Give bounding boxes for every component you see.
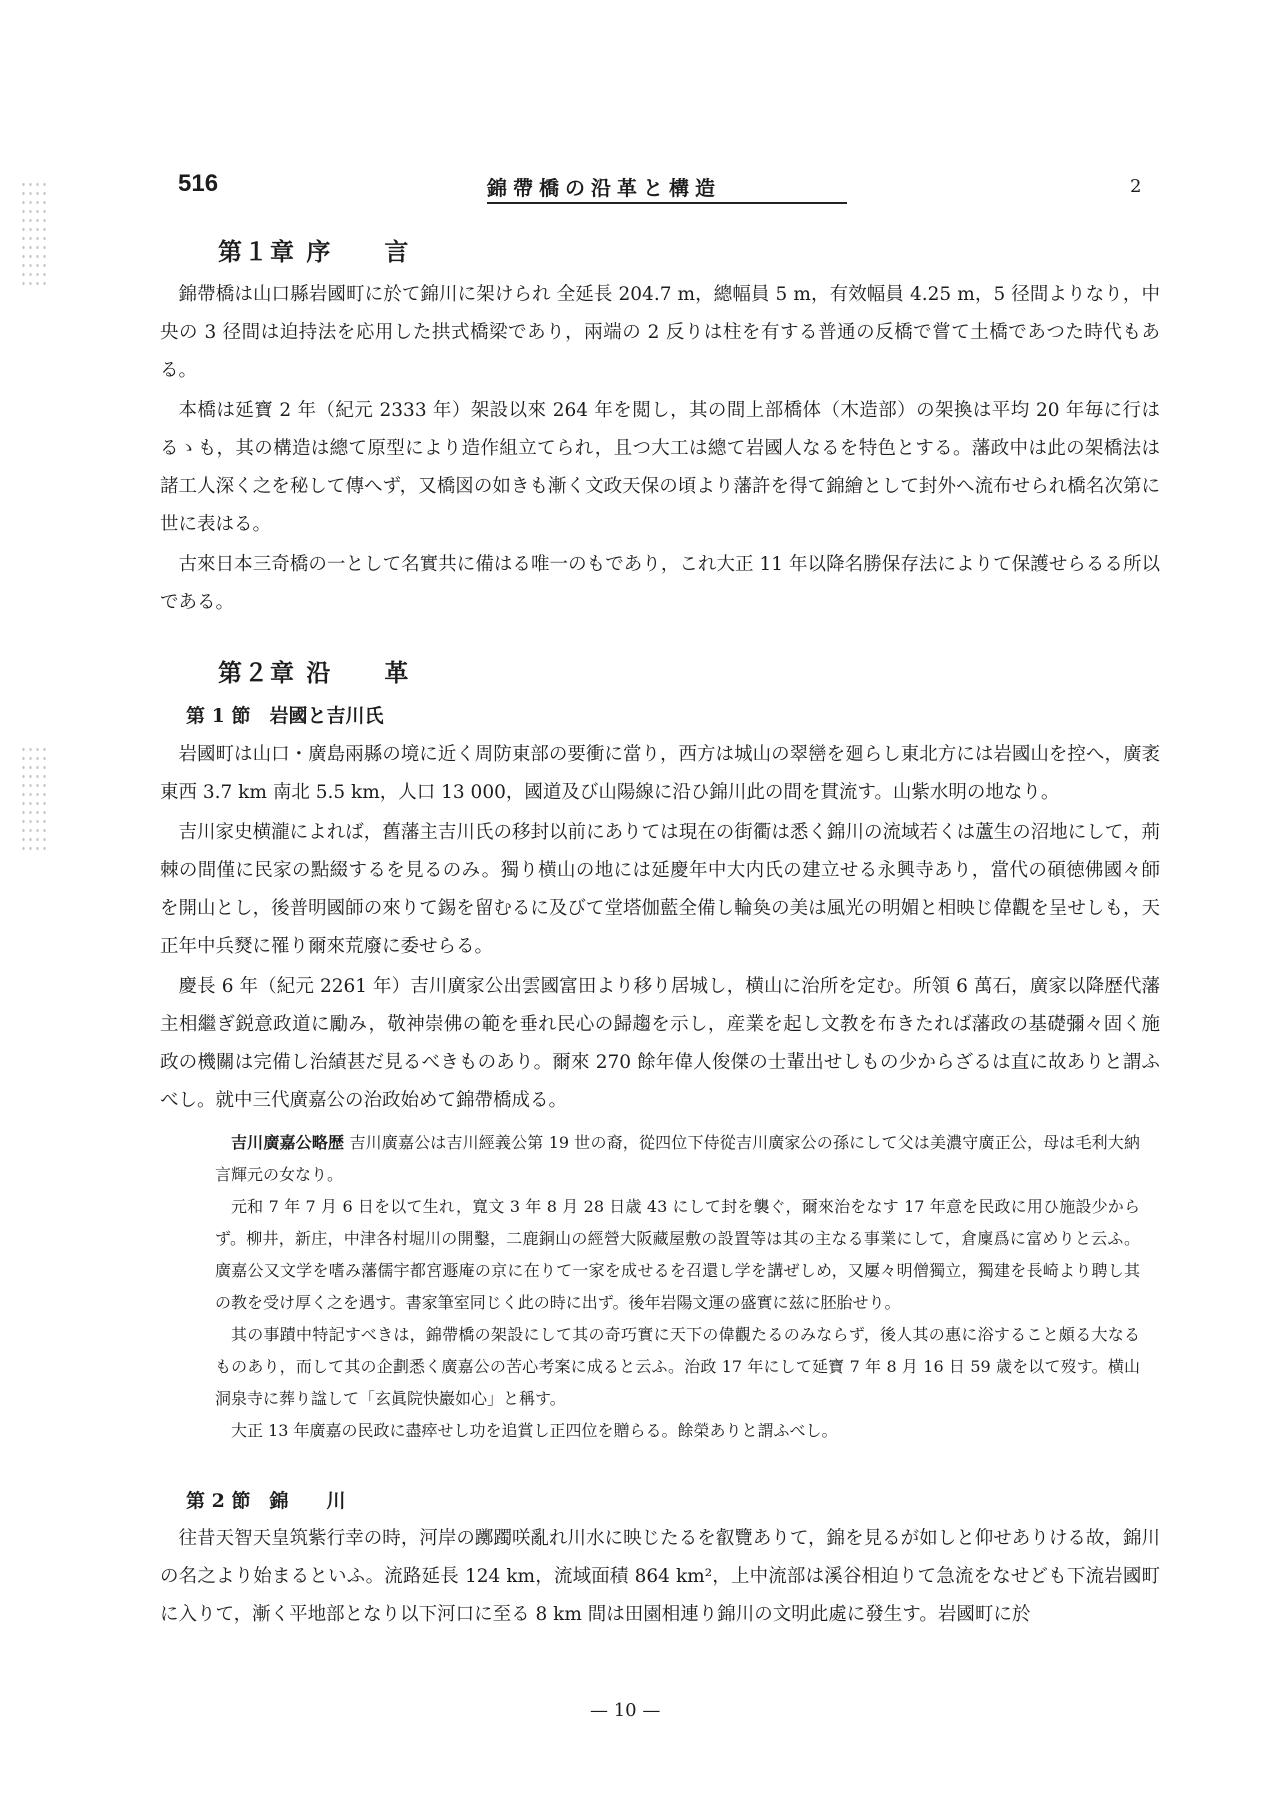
paragraph: 古來日本三奇橋の一として名實共に備はる唯一のもであり，これ大正 11 年以降名勝保存法によりて保護せらるる所以である。	[160, 554, 1160, 613]
paragraph: 本橋は延寶 2 年（紀元 2333 年）架設以來 264 年を閲し，其の間上部橋体（木造部）の架換は平均 20 年毎に行はるゝも，其の構造は總て原型により造作組立てられ，且つ大工は總て岩國人なるを特色とする。藩政中は此の架橋法は諸工人深く之を秘して傳へず，又橋図の如きも漸く文政天保の頃より藩許を得て錦繪として封外へ流布せられ橋名次第に世に表はる。	[160, 400, 1160, 535]
note-paragraph: 元和 7 年 7 月 6 日を以て生れ，寬文 3 年 8 月 28 日歳 43 にして封を襲ぐ，爾來治をなす 17 年意を民政に用ひ施設少からず。柳井，新庄，中津各村堀川の開鑿，二鹿銅山の經營大阪藏屋敷の設置等は其の主なる事業にして，倉廩爲に富めりと云ふ。廣嘉公又文学を嗜み藩儒宇都宮遯庵の京に在りて一家を成せるを召還し学を講ぜしめ，又屢々明僧獨立，獨建を長崎より聘し其の教を受け厚く之を遇す。書家筆室同じく此の時に出ず。後年岩陽文運の盛實に兹に胚胎せり。	[215, 1197, 1140, 1312]
page-number: 516	[178, 170, 219, 197]
chapter-1-title: 第１章 序 言	[218, 237, 411, 266]
paragraph: 慶長 6 年（紀元 2261 年）吉川廣家公出雲國富田より移り居城し，横山に治所を定む。所領 6 萬石，廣家以降歴代藩主相繼ぎ鋭意政道に勵み，敬神崇佛の範を垂れ民心の歸趨を示し，産業を起し文教を布きたれば藩政の基礎彌々固く施政の機關は完備し治績甚だ見るべきものあり。爾來 270 餘年偉人俊傑の士輩出せしもの少からざるは直に故ありと謂ふべし。就中三代廣嘉公の治政始めて錦帶橋成る。	[160, 976, 1160, 1111]
paragraph: 岩國町は山口・廣島兩縣の境に近く周防東部の要衝に當り，西方は城山の翠巒を廻らし東北方には岩國山を控へ，廣袤東西 3.7 km 南北 5.5 km，人口 13 000，國道及び山陽線に沿ひ錦川此の間を貫流す。山紫水明の地なり。	[160, 744, 1160, 803]
chapter-2-title: 第２章 沿 革	[218, 658, 411, 687]
section-1-body	[160, 736, 1160, 1120]
sheet-number: 2	[1130, 176, 1142, 197]
footer-page-label: — 10 —	[590, 1700, 661, 1721]
note-paragraph: 其の事蹟中特記すべきは，錦帶橋の架設にして其の奇巧實に天下の偉觀たるのみならず，後人其の惠に浴すること頗る大なるものあり，而して其の企劃悉く廣嘉公の苦心考案に成ると云ふ。治政 17 年にして延寶 7 年 8 月 16 日 59 歳を以て歿す。横山洞泉寺に葬り諡して「玄眞院快巖如心」と稱す。	[215, 1325, 1140, 1408]
section-1-title: 第 1 節 岩國と吉川氏	[186, 705, 384, 727]
note-paragraph: 大正 13 年廣嘉の民政に盡瘁せし功を追賞し正四位を贈らる。餘榮ありと謂ふべし。	[231, 1421, 838, 1440]
paragraph: 錦帶橋は山口縣岩國町に於て錦川に架けられ 全延長 204.7 m，總幅員 5 m，有效幅員 4.25 m，5 径間よりなり，中央の 3 径間は迫持法を応用した拱式橋梁であり，兩端の 2 反りは柱を有する普通の反橋で嘗て土橋であつた時代もある。	[160, 284, 1160, 381]
running-title: 錦帶橋の沿革と構造	[487, 176, 721, 200]
scan-margin-speckle	[20, 180, 50, 290]
paragraph: 吉川家史横瀧によれば，舊藩主吉川氏の移封以前にありては現在の街衢は悉く錦川の流域若くは蘆生の沼地にして，荊棘の間僅に民家の點綴するを見るのみ。獨り横山の地には延慶年中大内氏の建立せる永興寺あり，當代の碩徳佛國々師を開山とし，後普明國師の來りて錫を留むるに及びて堂塔伽藍全備し輪奐の美は風光の明媚と相映じ偉觀を呈せしも，天正年中兵燹に罹り爾來荒廢に委せらる。	[160, 822, 1160, 957]
section-2-body	[160, 1520, 1160, 1634]
biography-note	[215, 1127, 1140, 1447]
scan-margin-speckle	[20, 745, 50, 855]
paragraph: 往昔天智天皇筑紫行幸の時，河岸の躑躅咲亂れ川水に映じたるを叡覽ありて，錦を見るが如しと仰せありける故，錦川の名之より始まるといふ。流路延長 124 km，流域面積 864 km²，上中流部は溪谷相迫りて急流をなせども下流岩國町に入りて，漸く平地部となり以下河口に至る 8 km 間は田園相連り錦川の文明此處に發生す。岩國町に於	[160, 1528, 1160, 1625]
section-2-title: 第 2 節 錦 川	[186, 1490, 346, 1512]
note-lead: 吉川廣嘉公略歴	[231, 1133, 345, 1152]
chapter-1-body	[160, 276, 1160, 622]
header-rule	[487, 202, 847, 204]
note-text: 吉川廣嘉公は吉川經義公第 19 世の裔，從四位下侍從吉川廣家公の孫にして父は美濃守廣正公，母は毛利大納言輝元の女なり。	[215, 1133, 1140, 1184]
